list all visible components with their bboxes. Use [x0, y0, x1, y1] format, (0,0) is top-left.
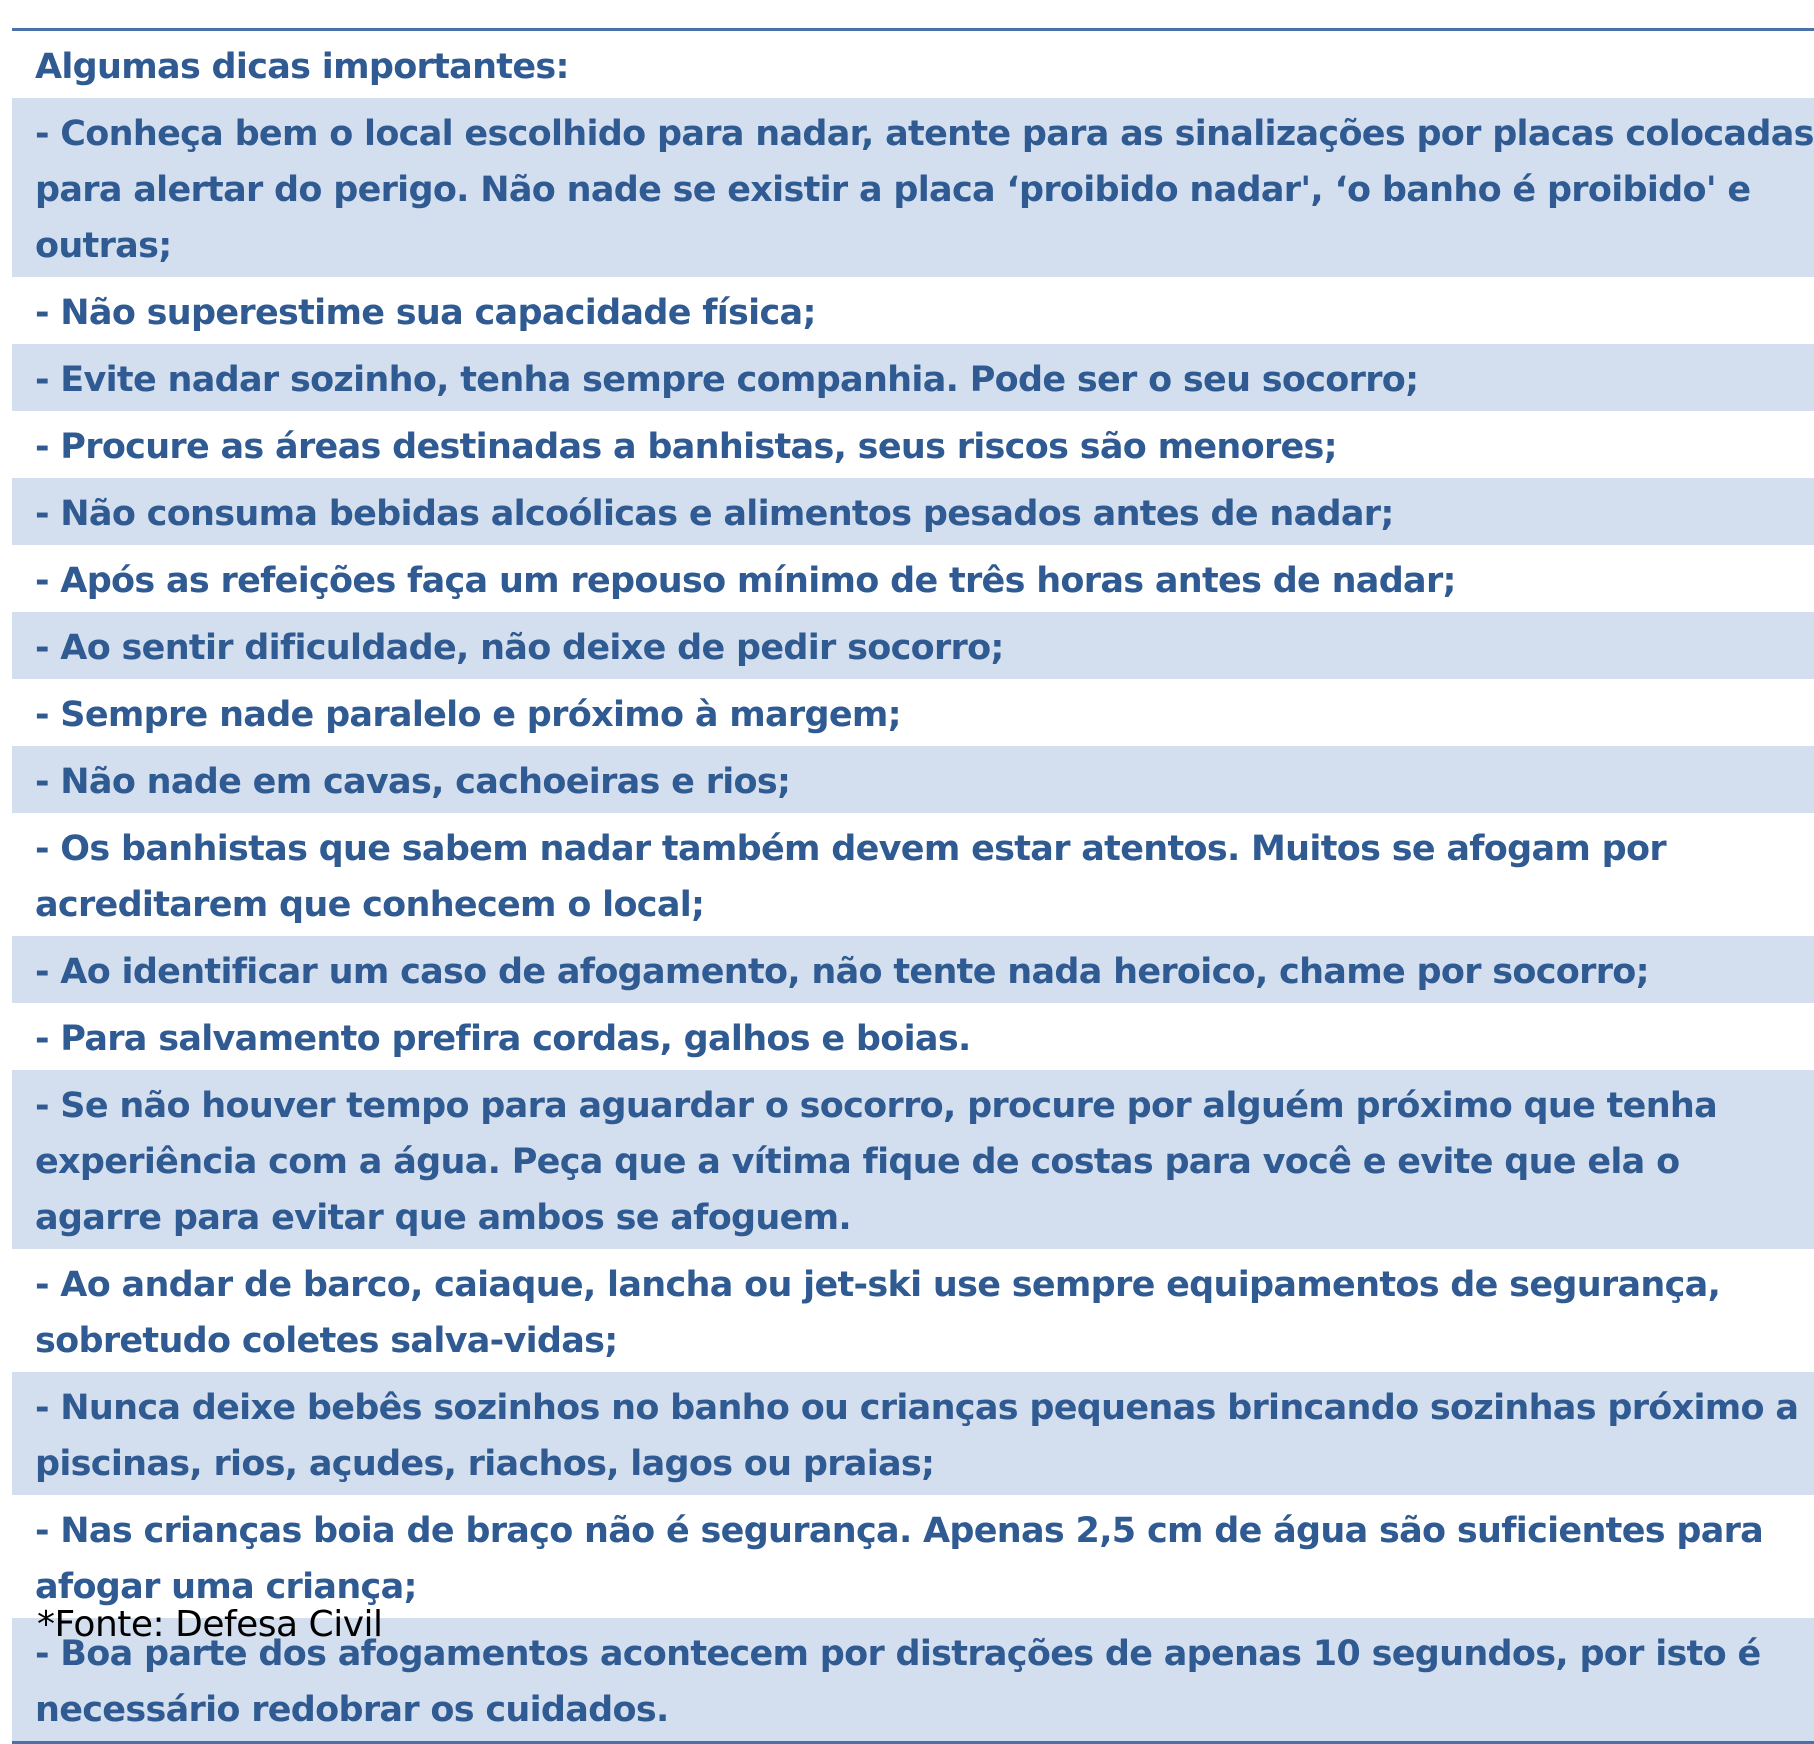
table-row: - Não superestime sua capacidade física;: [35, 293, 816, 333]
table-row: - Evite nadar sozinho, tenha sempre companhia. Pode ser o seu socorro;: [12, 344, 1814, 411]
table-row: - Conheça bem o local escolhido para nadar, atente para as sinalizações por placas colocadas para alertar do perigo. Não nade se existir a placa ‘proibido nadar', ‘o banho é proibido' e outras;: [12, 98, 1814, 277]
table-row: - Os banhistas que sabem nadar também devem estar atentos. Muitos se afogam por acreditarem que conhecem o local;: [35, 829, 1666, 925]
table-row: - Boa parte dos afogamentos acontecem por distrações de apenas 10 segundos, por isto é necessário redobrar os cuidados.: [12, 1618, 1814, 1741]
table-row: - Nunca deixe bebês sozinhos no banho ou crianças pequenas brincando sozinhas próximo a piscinas, rios, açudes, riachos, lagos ou praias;: [12, 1372, 1814, 1495]
table-row: - Nas crianças boia de braço não é segurança. Apenas 2,5 cm de água são suficientes para afogar uma criança;: [35, 1511, 1764, 1607]
table-row: - Após as refeições faça um repouso mínimo de três horas antes de nadar;: [35, 561, 1456, 601]
table-row: - Para salvamento prefira cordas, galhos e boias.: [35, 1019, 971, 1059]
table-row: - Procure as áreas destinadas a banhistas, seus riscos são menores;: [35, 427, 1337, 467]
table-row: - Ao andar de barco, caiaque, lancha ou jet-ski use sempre equipamentos de segurança, sobretudo coletes salva-vidas;: [35, 1265, 1721, 1361]
table-row: - Ao sentir dificuldade, não deixe de pedir socorro;: [12, 612, 1814, 679]
tips-table: [12, 28, 1814, 1744]
source-note: *Fonte: Defesa Civil: [37, 1604, 383, 1645]
table-row: - Não nade em cavas, cachoeiras e rios;: [12, 746, 1814, 813]
table-header: Algumas dicas importantes:: [35, 47, 569, 87]
table-row: - Se não houver tempo para aguardar o socorro, procure por alguém próximo que tenha experiência com a água. Peça que a vítima fique de costas para você e evite que ela o agarre para evitar que ambos se afoguem.: [12, 1070, 1814, 1249]
table-row: - Não consuma bebidas alcoólicas e alimentos pesados antes de nadar;: [12, 478, 1814, 545]
table-row: - Sempre nade paralelo e próximo à margem;: [35, 695, 901, 735]
table-row: - Ao identificar um caso de afogamento, não tente nada heroico, chame por socorro;: [12, 936, 1814, 1003]
